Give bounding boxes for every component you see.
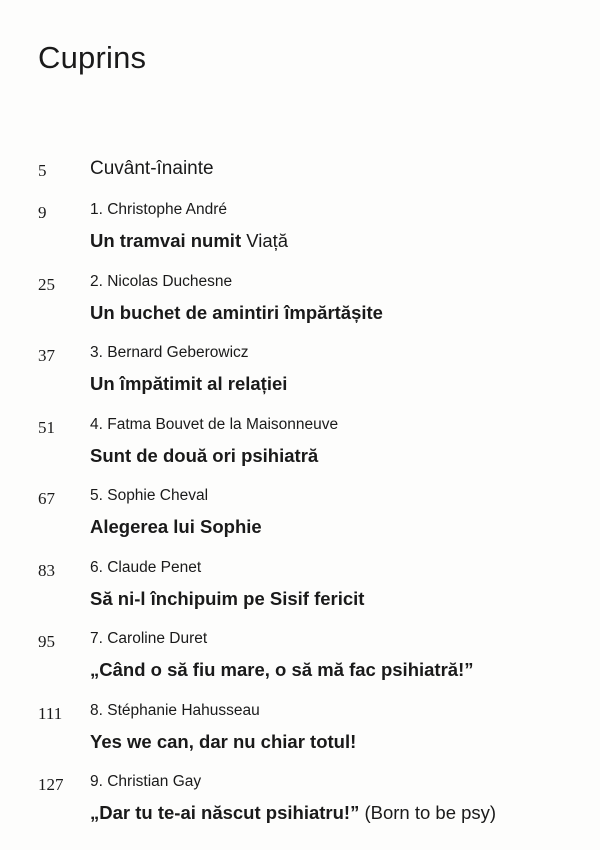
chapter-author: 6. Claude Penet [90,558,202,576]
chapter-title [90,373,287,395]
chapter-title-bold: Un tramvai numit [90,230,242,251]
chapter-title-bold: Să ni-l închipuim pe Sisif fericit [90,587,365,609]
chapter-title [90,230,288,252]
entry-label: Cuvânt-înainte [90,158,214,179]
chapter-author: 8. Stéphanie Hahusseau [90,701,260,719]
chapter-title-bold: Sunt de două ori psihiatră [90,444,319,466]
toc-entry [0,702,600,774]
page-number: 95 [38,632,55,651]
chapter-title [90,588,364,610]
page-number: 51 [38,417,55,437]
toc-entry [0,487,600,559]
toc-entry [0,273,600,345]
toc-entry [0,559,600,631]
chapter-author: 1. Christophe André [90,201,228,218]
page-number: 111 [38,703,63,723]
chapter-title-normal: (Born to be psy) [359,802,497,823]
toc-list [0,201,600,845]
page-number: 9 [38,203,47,222]
page-number: 83 [38,560,55,580]
chapter-title [90,802,496,824]
chapter-title-bold: Un împătimit al relației [90,373,288,394]
chapter-title-bold: „Când o să fiu mare, o să mă fac psihiatră!” [90,659,474,680]
chapter-author: 7. Caroline Duret [90,630,208,647]
chapter-title [90,302,383,324]
toc-entry [0,201,600,273]
page-number: 5 [38,161,47,180]
chapter-title-bold: Yes we can, dar nu chiar totul! [90,730,357,752]
chapter-title [90,445,318,467]
page-title: Cuprins [38,40,147,75]
chapter-author: 5. Sophie Cheval [90,487,209,504]
chapter-author: 4. Fatma Bouvet de la Maisonneuve [90,415,339,433]
chapter-title [90,516,262,538]
chapter-title [90,731,356,753]
chapter-title-bold: Un buchet de amintiri împărtășite [90,301,383,323]
page-number: 127 [38,775,64,794]
chapter-author: 3. Bernard Geberowicz [90,344,249,361]
page-number: 37 [38,346,55,365]
page-number: 67 [38,489,55,508]
toc-entry-preface [0,158,600,188]
chapter-title-bold: Alegerea lui Sophie [90,516,262,537]
toc-entry [0,416,600,488]
chapter-author: 9. Christian Gay [90,773,202,790]
toc-entry [0,630,600,702]
chapter-title-normal: Viață [241,230,289,251]
chapter-title-bold: „Dar tu te-ai născut psihiatru!” [90,802,360,823]
toc-entry [0,773,600,845]
chapter-title [90,659,473,681]
toc-entry [0,344,600,416]
chapter-author: 2. Nicolas Duchesne [90,272,233,290]
page-number: 25 [38,274,55,294]
